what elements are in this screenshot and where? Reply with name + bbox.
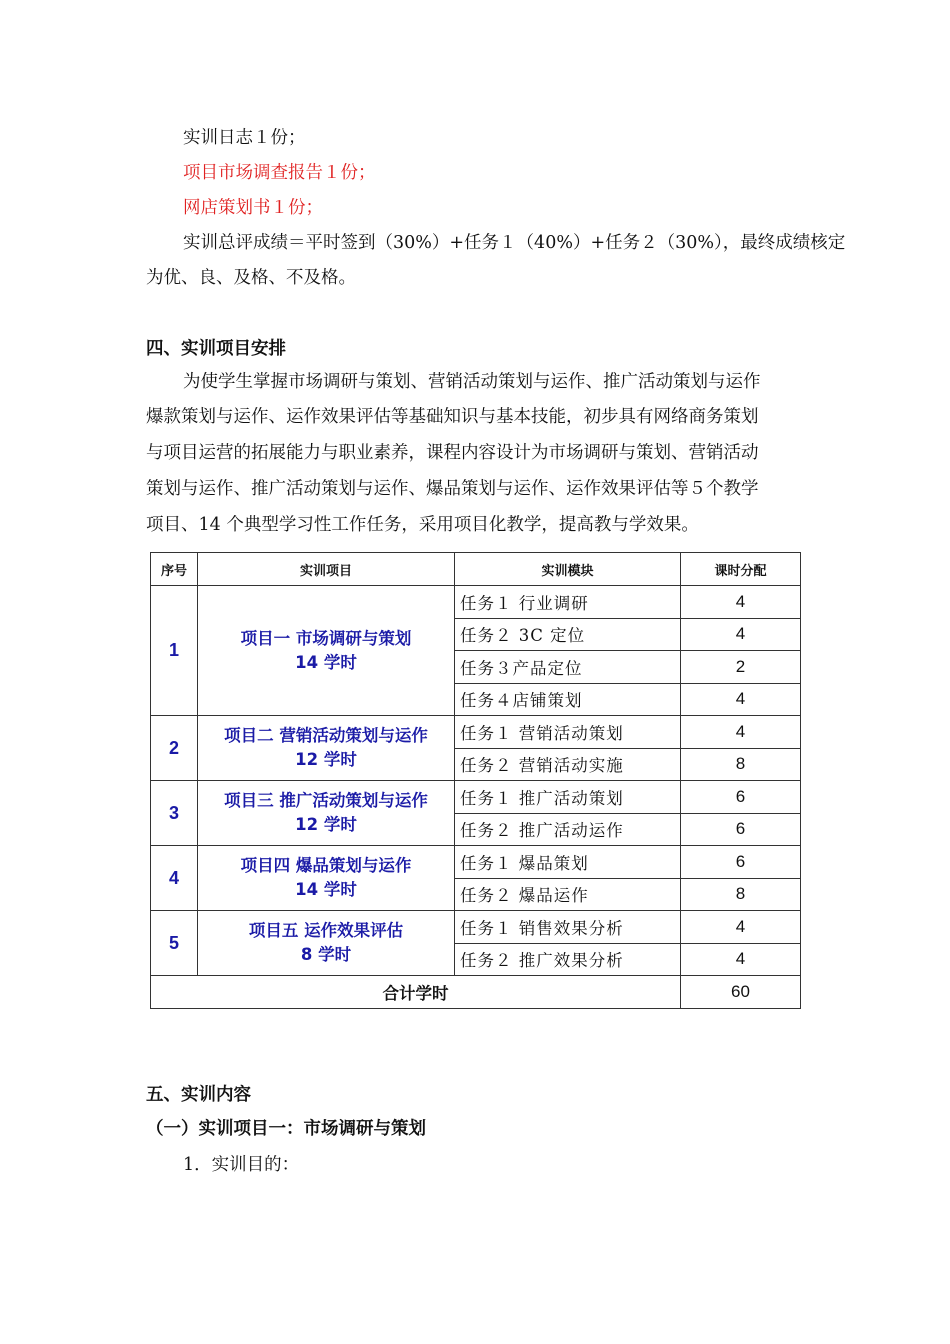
project-cell	[198, 911, 455, 976]
hours-cell: 4	[681, 683, 801, 716]
row-number: 2	[151, 716, 198, 781]
hours-cell: 2	[681, 651, 801, 684]
task-cell: 任务２ 营销活动实施	[455, 748, 681, 781]
hours-cell: 8	[681, 878, 801, 911]
hours-cell: 8	[681, 748, 801, 781]
hours-cell: 6	[681, 846, 801, 879]
table-row	[151, 846, 801, 879]
total-row	[151, 976, 801, 1009]
row-number: 5	[151, 911, 198, 976]
section4-para-1: 为使学生掌握市场调研与策划、营销活动策划与运作、推广活动策划与运作	[183, 372, 761, 392]
task-cell: 任务１ 推广活动策划	[455, 781, 681, 814]
task-cell: 任务１ 营销活动策划	[455, 716, 681, 749]
row-number: 1	[151, 586, 198, 716]
project-cell	[198, 586, 455, 716]
project-hours: 14 学时	[295, 652, 357, 672]
table-row	[151, 781, 801, 814]
row-number: 4	[151, 846, 198, 911]
header-module: 实训模块	[455, 553, 681, 586]
table-row	[151, 911, 801, 944]
table-header-row	[151, 553, 801, 586]
task-cell: 任务４店铺策划	[455, 683, 681, 716]
section5-subheading: （一）实训项目一：市场调研与策划	[146, 1119, 426, 1139]
project-name: 项目四 爆品策划与运作	[240, 856, 412, 875]
task-cell: 任务２ 推广效果分析	[455, 943, 681, 976]
hours-cell: 6	[681, 813, 801, 846]
total-value: 60	[681, 976, 801, 1009]
row-number: 3	[151, 781, 198, 846]
project-hours: 12 学时	[295, 815, 357, 834]
task-cell: 任务２ 3C 定位	[455, 618, 681, 651]
project-name: 项目三 推广活动策划与运作	[224, 791, 428, 810]
plan-line: 网店策划书１份；	[183, 198, 323, 218]
hours-cell: 6	[681, 781, 801, 814]
total-label: 合计学时	[151, 976, 681, 1009]
log-line: 实训日志１份；	[183, 128, 306, 148]
task-cell: 任务３产品定位	[455, 651, 681, 684]
table-row	[151, 586, 801, 619]
grading-line-1: 实训总评成绩＝平时签到（30%）+任务１（40%）+任务２（30%），最终成绩核定	[183, 233, 846, 253]
hours-cell: 4	[681, 716, 801, 749]
section5-item: 1．实训目的：	[183, 1155, 300, 1175]
project-cell	[198, 846, 455, 911]
task-cell: 任务２ 推广活动运作	[455, 813, 681, 846]
section4-para-5: 项目、14 个典型学习性工作任务，采用项目化教学，提高教与学效果。	[146, 515, 699, 535]
project-name: 项目二 营销活动策划与运作	[224, 726, 428, 745]
project-cell	[198, 781, 455, 846]
task-cell: 任务２ 爆品运作	[455, 878, 681, 911]
section5-heading: 五、实训内容	[146, 1085, 251, 1105]
header-hours: 课时分配	[681, 553, 801, 586]
hours-cell: 4	[681, 618, 801, 651]
header-project: 实训项目	[198, 553, 455, 586]
project-name: 项目五 运作效果评估	[248, 921, 404, 940]
section4-para-2: 爆款策划与运作、运作效果评估等基础知识与基本技能，初步具有网络商务策划	[146, 407, 759, 427]
task-cell: 任务１ 爆品策划	[455, 846, 681, 879]
grading-line-2: 为优、良、及格、不及格。	[146, 268, 356, 288]
task-cell: 任务１ 行业调研	[455, 586, 681, 619]
project-name: 项目一 市场调研与策划	[240, 628, 412, 648]
report-line: 项目市场调查报告１份；	[183, 163, 376, 183]
section4-para-4: 策划与运作、推广活动策划与运作、爆品策划与运作、运作效果评估等５个教学	[146, 479, 759, 499]
project-hours: 8 学时	[300, 945, 352, 964]
task-cell: 任务１ 销售效果分析	[455, 911, 681, 944]
section4-heading: 四、实训项目安排	[146, 339, 286, 359]
section4-para-3: 与项目运营的拓展能力与职业素养，课程内容设计为市场调研与策划、营销活动	[146, 443, 759, 463]
hours-cell: 4	[681, 943, 801, 976]
header-no: 序号	[151, 553, 198, 586]
hours-cell: 4	[681, 586, 801, 619]
hours-cell: 4	[681, 911, 801, 944]
project-hours: 12 学时	[295, 750, 357, 769]
schedule-table	[150, 552, 801, 1009]
table-row	[151, 716, 801, 749]
project-cell	[198, 716, 455, 781]
project-hours: 14 学时	[295, 880, 357, 899]
